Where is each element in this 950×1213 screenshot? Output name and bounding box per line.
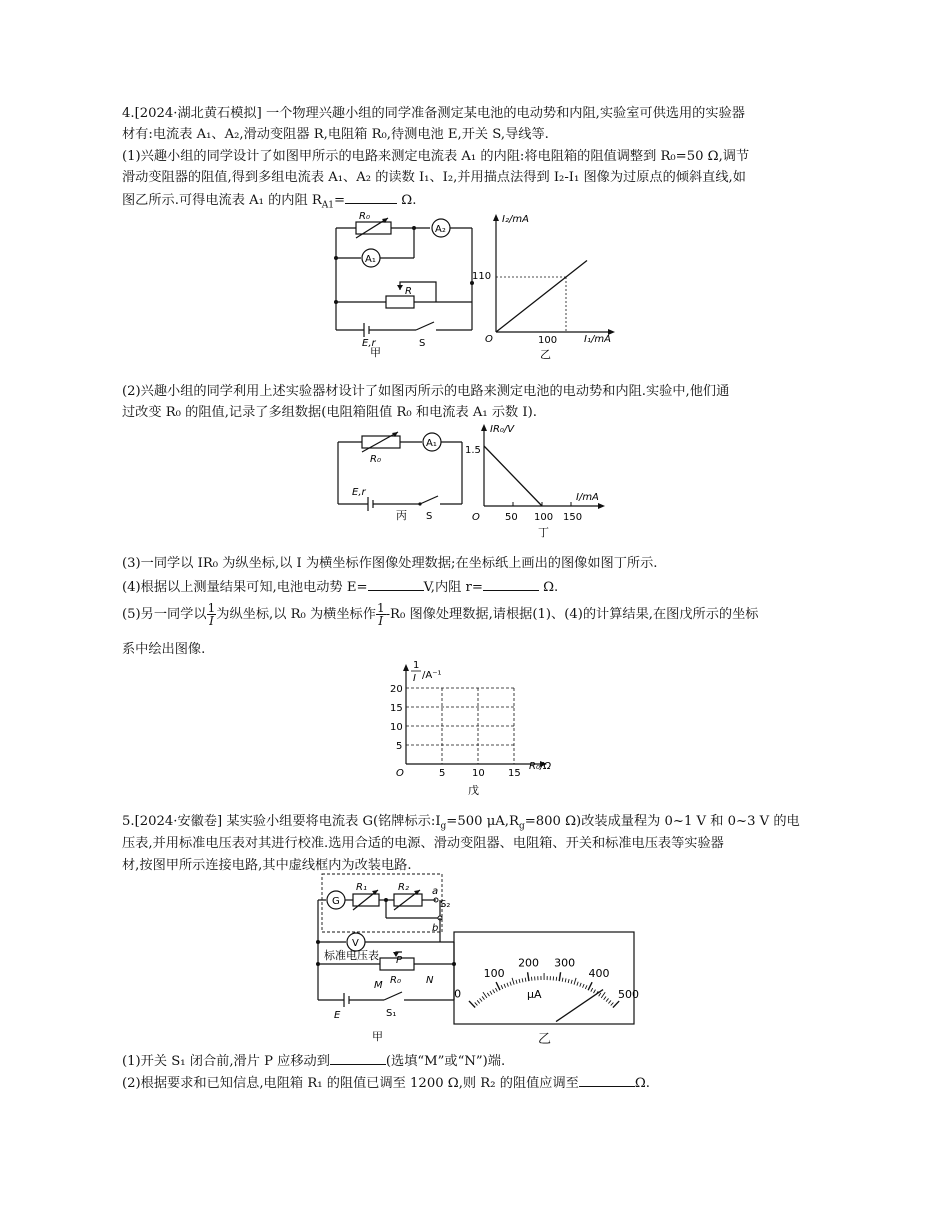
bing-s-label: S [426,511,433,522]
wu-xtick-15: 15 [508,768,521,779]
dial-tick-60 [487,993,489,996]
q4-part4-unit: Ω. [538,580,559,595]
q5-intro-line1 [122,812,830,837]
wu-xlabel: R₀/Ω [529,761,551,772]
q4-part5-line2: 系中绘出图像. [122,642,206,657]
fig5-jia-caption: 甲 [372,1030,383,1043]
bing-r0-label: R₀ [370,454,381,465]
figure-ding-chart [462,420,612,542]
dial-tick-340 [571,980,572,984]
q4-part5-line1 [122,600,830,630]
dial-pointer [556,990,603,1022]
yi-caption: 乙 [540,348,551,361]
q4-part1-eq: = [334,193,346,208]
dial-tick-380 [583,984,585,988]
r2-label: R₂ [398,882,409,893]
wu-ytick-20: 20 [390,684,403,695]
q4-part2-line1: (2)兴趣小组的同学利用上述实验器材设计了如图丙所示的电路来测定电池的电动势和内阻.实验中,他们通 [122,384,730,399]
ding-xtick-150: 150 [563,512,583,523]
q4-part5-text-b: 为纵坐标,以 R₀ 为横坐标作 [216,607,376,622]
dial-tick-10 [475,1002,478,1005]
dial-tick-190 [525,978,526,982]
modified-circuit-box [322,874,442,932]
wu-ylabel-num: 1 [413,660,420,671]
yi-ylabel: I₂/mA [502,214,529,225]
dial-tick-360 [577,982,578,986]
v-meter-label: V [352,938,359,949]
dial-tick-310 [562,978,563,982]
q5-part2 [122,1072,830,1094]
wu-ytick-15: 15 [390,703,403,714]
fig5-yi-caption: 乙 [538,1032,552,1047]
q4-part4-text-e: (4)根据以上测量结果可知,电池电动势 E= [122,580,368,595]
dial-tick-300 [559,972,560,981]
dial-tick-100 [496,982,500,990]
std-voltmeter-label: 标准电压表 [324,949,379,962]
dial-tick-370 [580,983,581,987]
ding-xtick-100: 100 [534,512,554,523]
slider-p-label: P [396,955,403,966]
dial-label-200: 200 [518,956,540,970]
jia-a1-label: A₁ [365,254,376,265]
frac-den: I [209,614,214,628]
q5-part1-hint: (选填“M”或“N”)端. [385,1054,506,1069]
figure5-jia-circuit [308,870,458,1048]
ding-caption: 丁 [538,526,549,539]
g-meter-label: G [332,896,340,907]
fraction-1-over-i [207,602,217,627]
frac-den-2: I [378,614,384,628]
q5-intro-text-b: =500 μA,R [446,814,519,829]
jia-caption: 甲 [370,346,381,359]
q5-part1 [122,1050,830,1072]
jia-er-label: E,r [362,338,376,349]
q5-intro-line3: 材,按图甲所示连接电路,其中虚线框内为改装电路. [122,858,412,873]
q4-intro-line2: 材有:电流表 A₁、A₂,滑动变阻器 R,电阻箱 R₀,待测电池 E,开关 S,导线等. [122,127,549,142]
dial-label-300: 300 [554,956,576,970]
dial-tick-120 [504,984,506,988]
yi-ytick-label: 110 [472,271,492,282]
dial-tick-480 [608,1000,611,1003]
q4-part1-sub: A1 [321,200,334,211]
ding-origin: O [472,512,480,523]
dial-tick-70 [490,991,492,994]
jia-s-label: S [419,338,426,349]
dial-tick-500 [613,1001,619,1008]
yi-series-line [496,261,587,333]
battery-e-label: E [334,1010,341,1021]
answer-blank-r2[interactable] [579,1072,635,1087]
dial-tick-50 [483,992,487,998]
dial-tick-400 [588,982,592,990]
wu-ylabel-unit: /A⁻¹ [422,670,442,681]
fraction-1-over-i-2 [376,602,386,627]
ding-y-arrow [481,424,487,431]
frac-num-2: 1 [376,601,385,615]
ding-series-line [484,446,542,506]
q4-part4-text-r: V,内阻 r= [423,580,483,595]
bing-er-label: E,r [352,487,366,498]
frac-num: 1 [207,601,216,615]
q4-part1-line2: 滑动变阻器的阻值,得到多组电流表 A₁、A₂ 的读数 I₁、I₂,并用描点法得到 I₂-I₁ 图像为过原点的倾斜直线,如 [122,170,746,185]
q5-part1-text: (1)开关 S₁ 闭合前,滑片 P 应移动到 [122,1054,330,1069]
answer-blank-internal-r[interactable] [483,576,539,591]
dial-tick-410 [591,988,593,992]
bing-a1-label: A₁ [426,438,437,449]
wu-ytick-5: 5 [396,741,403,752]
jia-a2-label: A₂ [435,224,446,235]
dial-tick-90 [495,988,497,992]
q4-part1-line1: (1)兴趣小组的同学设计了如图甲所示的电路来测定电流表 A₁ 的内阻:将电阻箱的阻值调整到 R₀=50 Ω,调节 [122,149,750,164]
r0-label: R₀ [390,975,401,986]
bing-caption: 丙 [396,509,407,522]
ding-xlabel: I/mA [576,492,599,503]
q4-part5-text-a: (5)另一同学以 [122,607,207,622]
end-n-label: N [426,975,434,986]
s2-label: S₂ [440,899,451,910]
dial-tick-0 [469,1001,475,1008]
yi-y-arrow [493,214,499,221]
q4-part5-text-c: -R₀ 图像处理数据,请根据(1)、(4)的计算结果,在图戊所示的坐标 [385,607,759,622]
figure-wu-grid [384,656,594,802]
q5-part2-unit: Ω. [634,1076,650,1091]
ding-xtick-50: 50 [505,512,518,523]
q4-part3: (3)一同学以 IR₀ 为纵坐标,以 I 为横坐标作图像处理数据;在坐标纸上画出的图像如图丁所示. [122,556,658,571]
q5-part2-text: (2)根据要求和已知信息,电阻箱 R₁ 的阻值已调至 1200 Ω,则 R₂ 的阻值应调至 [122,1076,579,1091]
dial-tick-150 [512,978,514,985]
q5-intro-text-a: 5.[2024·安徽卷] 某实验小组要将电流表 G(铭牌标示:I [122,814,441,829]
ding-ylabel: IR₀/V [490,424,515,435]
dial-tick-200 [528,972,529,981]
r1-label: R₁ [356,882,367,893]
dial-tick-490 [611,1003,614,1006]
yi-xtick-label: 100 [538,335,558,346]
dial-tick-390 [585,985,587,989]
dial-label-400: 400 [588,967,610,981]
end-m-label: M [374,980,383,991]
dial-tick-170 [519,979,520,983]
ding-ytick-label: 1.5 [465,445,481,456]
answer-blank-slider-end[interactable] [330,1050,386,1065]
q5-rg-sub: g [518,821,525,832]
figure-jia-circuit [326,210,486,360]
wu-caption: 戊 [468,784,479,797]
q5-intro-text-c: =800 Ω)改装成量程为 0~1 V 和 0~3 V 的电 [524,814,800,829]
s1-label: S₁ [386,1008,397,1019]
dial-tick-440 [599,993,601,996]
dial-tick-30 [480,998,482,1001]
jia-r-label: R [405,286,412,297]
ding-x-arrow [598,503,605,509]
dial-label-100: 100 [483,967,505,981]
jia-r0-label: R₀ [359,211,370,222]
q4-intro-line1: 4.[2024·湖北黄石模拟] 一个物理兴趣小组的同学准备测定某电池的电动势和内阻,实验室可供选用的实验器 [122,106,745,121]
dial-tick-350 [574,978,576,985]
dial-tick-110 [501,985,503,989]
wu-ytick-10: 10 [390,722,403,733]
dial-tick-470 [606,998,608,1001]
yi-origin: O [485,334,493,345]
q4-part1-unit: Ω. [397,193,417,208]
dial-tick-320 [565,978,566,982]
q5-intro-line2: 压表,并用标准电压表对其进行校准.选用合适的电源、滑动变阻器、电阻箱、开关和标准电压表等实验器 [122,836,724,851]
dial-tick-20 [477,1000,480,1003]
wu-xtick-10: 10 [472,768,485,779]
q5-ig-sub: g [440,821,447,832]
terminal-a-label: a [432,886,439,897]
yi-xlabel: I₁/mA [584,334,611,345]
dial-label-500: 500 [618,987,640,1001]
answer-blank-emf[interactable] [368,576,424,591]
dial-tick-140 [510,982,511,986]
dial-tick-330 [568,979,569,983]
dial-tick-130 [507,983,508,987]
dial-tick-420 [593,990,595,993]
dial-tick-80 [493,990,495,993]
q4-part4 [122,576,830,598]
dial-tick-450 [601,992,605,998]
dial-label-0: 0 [454,987,462,1001]
meter-unit-label: μA [527,988,542,1001]
figure-bing-circuit [330,428,470,522]
wu-y-arrow [403,664,409,671]
dial-tick-180 [522,978,523,982]
dial-tick-40 [482,996,484,999]
answer-blank-ra1[interactable] [345,189,397,204]
q4-part2-line2: 过改变 R₀ 的阻值,记录了多组数据(电阻箱阻值 R₀ 和电流表 A₁ 示数 I). [122,405,537,420]
dial-tick-460 [604,997,606,1000]
wu-xtick-5: 5 [439,768,446,779]
wu-ylabel-den: I [413,673,416,684]
q4-part1-text: 图乙所示.可得电流表 A₁ 的内阻 R [122,193,322,208]
wu-origin: O [396,768,404,779]
figure-yi-chart [472,210,622,360]
dial-tick-160 [516,980,517,984]
terminal-b-label: b [432,923,439,934]
figure5-yi-meter [452,930,640,1024]
